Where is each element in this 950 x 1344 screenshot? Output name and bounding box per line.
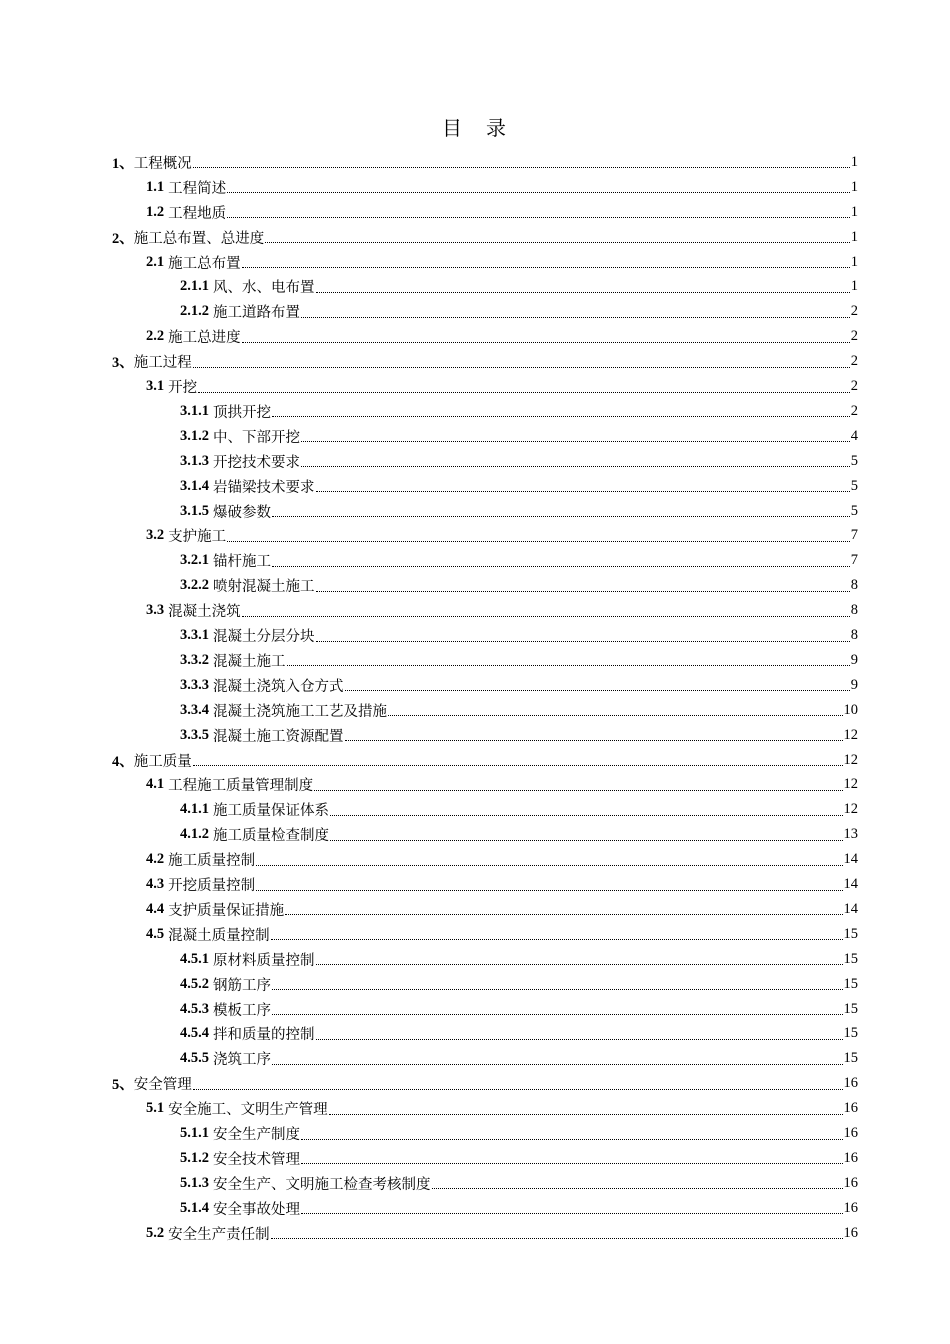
toc-entry[interactable] <box>180 623 858 648</box>
toc-leader-dots <box>330 814 843 816</box>
toc-entry-number: 4.1.1 <box>180 801 209 818</box>
toc-entry-label: 施工总布置 <box>168 255 241 272</box>
toc-leader-dots <box>193 1088 843 1090</box>
toc-entry-label: 喷射混凝土施工 <box>213 579 315 596</box>
toc-entry-label: 工程施工质量管理制度 <box>168 778 314 795</box>
toc-entry-number: 3.3 <box>146 602 165 619</box>
toc-leader-dots <box>272 415 850 417</box>
toc-entry[interactable] <box>146 324 858 349</box>
toc-entry-page: 14 <box>843 851 858 868</box>
toc-entry-label: 安全事故处理 <box>213 1201 300 1218</box>
toc-leader-dots <box>272 565 850 567</box>
toc-entry-label: 开挖技术要求 <box>213 454 300 471</box>
toc-entry[interactable] <box>180 474 858 499</box>
toc-leader-dots <box>314 789 842 791</box>
toc-entry[interactable] <box>112 748 858 773</box>
toc-entry[interactable] <box>180 723 858 748</box>
toc-entry[interactable] <box>180 499 858 524</box>
toc-entry[interactable] <box>146 1221 858 1246</box>
toc-entry-label: 安全生产、文明施工检查考核制度 <box>213 1176 431 1193</box>
toc-leader-dots <box>227 216 850 218</box>
toc-leader-dots <box>316 490 850 492</box>
toc-leader-dots <box>316 590 850 592</box>
toc-leader-dots <box>272 515 850 517</box>
toc-entry-number: 3.1.2 <box>180 427 209 444</box>
toc-entry-number: 4.1 <box>146 776 165 793</box>
toc-leader-dots <box>256 864 842 866</box>
toc-entry-number: 3.3.1 <box>180 627 209 644</box>
toc-entry-label: 施工总进度 <box>168 330 241 347</box>
toc-entry-label: 工程地质 <box>168 205 227 222</box>
toc-leader-dots <box>301 1162 843 1164</box>
toc-leader-dots <box>287 664 850 666</box>
toc-entry-number: 5.1.2 <box>180 1149 209 1166</box>
toc-entry[interactable] <box>146 1096 858 1121</box>
toc-entry[interactable] <box>180 972 858 997</box>
toc-entry-page: 7 <box>850 527 858 544</box>
toc-entry-page: 15 <box>843 950 858 967</box>
toc-entry-page: 5 <box>850 502 858 519</box>
toc-entry-label: 风、水、电布置 <box>213 280 315 297</box>
toc-entry[interactable] <box>112 225 858 250</box>
toc-entry-label: 支护施工 <box>168 529 227 546</box>
toc-entry-page: 12 <box>843 776 858 793</box>
toc-entry-number: 1、 <box>112 155 134 172</box>
toc-entry[interactable] <box>112 1071 858 1096</box>
toc-entry-label: 模板工序 <box>213 1002 271 1019</box>
toc-entry[interactable] <box>146 897 858 922</box>
toc-entry-label: 拌和质量的控制 <box>213 1027 315 1044</box>
toc-leader-dots <box>345 689 850 691</box>
toc-entry-label: 混凝土施工 <box>213 653 286 670</box>
toc-entry-label: 工程概况 <box>133 155 192 172</box>
toc-entry-page: 1 <box>850 228 858 245</box>
toc-entry[interactable] <box>146 175 858 200</box>
toc-entry-label: 混凝土浇筑 <box>168 604 241 621</box>
toc-entry-page: 16 <box>843 1100 858 1117</box>
toc-entry-label: 施工质量保证体系 <box>213 803 329 820</box>
toc-entry-number: 3.1.1 <box>180 402 209 419</box>
toc-entry-page: 15 <box>843 925 858 942</box>
toc-entry-label: 锚杆施工 <box>213 554 271 571</box>
toc-leader-dots <box>272 988 843 990</box>
toc-entry[interactable] <box>180 997 858 1022</box>
toc-entry-number: 3.2.2 <box>180 577 209 594</box>
toc-entry[interactable] <box>180 673 858 698</box>
toc-entry-page: 1 <box>850 278 858 295</box>
toc-entry-label: 开挖质量控制 <box>168 878 256 895</box>
toc-entry[interactable] <box>180 1171 858 1196</box>
toc-entry-label: 爆破参数 <box>213 504 271 521</box>
toc-entry-page: 14 <box>843 876 858 893</box>
toc-entry-page: 2 <box>850 303 858 320</box>
toc-entry-label: 混凝土施工资源配置 <box>213 728 344 745</box>
toc-entry-label: 施工总布置、总进度 <box>133 230 265 247</box>
toc-entry-number: 4.5 <box>146 925 165 942</box>
toc-entry[interactable] <box>180 548 858 573</box>
toc-entry-number: 3、 <box>112 355 134 372</box>
toc-entry[interactable] <box>180 822 858 847</box>
toc-entry-number: 5、 <box>112 1077 134 1094</box>
toc-entry-page: 13 <box>843 826 858 843</box>
toc-entry-page: 2 <box>850 378 858 395</box>
toc-leader-dots <box>301 1138 843 1140</box>
toc-entry-page: 15 <box>843 975 858 992</box>
toc-entry-page: 10 <box>843 701 858 718</box>
toc-entry-label: 混凝土分层分块 <box>213 629 315 646</box>
toc-leader-dots <box>330 839 843 841</box>
toc-entry-page: 14 <box>843 900 858 917</box>
toc-leader-dots <box>301 465 850 467</box>
toc-entry-label: 安全施工、文明生产管理 <box>168 1102 328 1119</box>
toc-entry[interactable] <box>180 698 858 723</box>
toc-entry-page: 2 <box>850 328 858 345</box>
toc-entry-number: 1.2 <box>146 203 165 220</box>
toc-entry-page: 16 <box>843 1075 858 1092</box>
toc-entry-label: 混凝土浇筑施工工艺及措施 <box>213 703 387 720</box>
toc-entry-label: 支护质量保证措施 <box>168 902 285 919</box>
toc-entry-page: 2 <box>850 353 858 370</box>
toc-entry[interactable] <box>180 1196 858 1221</box>
toc-entry-page: 9 <box>850 676 858 693</box>
toc-entry-number: 3.3.5 <box>180 726 209 743</box>
toc-leader-dots <box>345 739 843 741</box>
toc-entry-page: 1 <box>850 253 858 270</box>
toc-entry[interactable] <box>180 1022 858 1047</box>
toc-entry-label: 施工质量 <box>133 753 192 770</box>
toc-entry-label: 施工质量检查制度 <box>213 828 329 845</box>
toc-title: 目 录 <box>442 116 508 140</box>
toc-entry-label: 施工道路布置 <box>213 305 300 322</box>
toc-entry[interactable] <box>180 399 858 424</box>
toc-entry-number: 5.1 <box>146 1100 165 1117</box>
toc-entry-number: 2.1.2 <box>180 303 209 320</box>
toc-entry-number: 3.1.4 <box>180 477 209 494</box>
toc-leader-dots <box>227 540 850 542</box>
toc-leader-dots <box>316 640 850 642</box>
toc-entry-label: 施工质量控制 <box>168 853 256 870</box>
toc-entry-label: 安全技术管理 <box>213 1151 300 1168</box>
toc-leader-dots <box>271 1237 843 1239</box>
toc-leader-dots <box>193 366 850 368</box>
toc-entry[interactable] <box>180 1146 858 1171</box>
toc-entry-number: 3.3.4 <box>180 701 209 718</box>
toc-entry-label: 安全生产制度 <box>213 1127 300 1144</box>
toc-entry-page: 12 <box>843 801 858 818</box>
toc-entry-number: 5.1.3 <box>180 1174 209 1191</box>
toc-entry-number: 4、 <box>112 753 134 770</box>
toc-entry-number: 2.1 <box>146 253 165 270</box>
toc-entry-page: 12 <box>843 726 858 743</box>
toc-entry[interactable] <box>146 773 858 798</box>
toc-entry-page: 15 <box>843 1025 858 1042</box>
toc-leader-dots <box>432 1187 843 1189</box>
toc-entry-number: 1.1 <box>146 178 165 195</box>
toc-entry-number: 4.1.2 <box>180 826 209 843</box>
toc-entry-number: 3.3.2 <box>180 651 209 668</box>
toc-entry-page: 2 <box>850 402 858 419</box>
toc-entry-number: 5.1.1 <box>180 1125 209 1142</box>
toc-entry-number: 2.2 <box>146 328 165 345</box>
toc-entry-number: 4.4 <box>146 900 165 917</box>
toc-entry-number: 3.3.3 <box>180 676 209 693</box>
toc-entry-label: 安全管理 <box>133 1077 192 1094</box>
toc-entry[interactable] <box>112 349 858 374</box>
toc-entry-page: 16 <box>843 1199 858 1216</box>
toc-entry-page: 16 <box>843 1149 858 1166</box>
toc-entry-number: 4.3 <box>146 876 165 893</box>
toc-entry-number: 4.2 <box>146 851 165 868</box>
toc-entry-page: 1 <box>850 153 858 170</box>
toc-leader-dots <box>256 889 842 891</box>
toc-entry[interactable] <box>146 872 858 897</box>
toc-entry-page: 5 <box>850 452 858 469</box>
toc-entry-page: 15 <box>843 1000 858 1017</box>
toc-entry[interactable] <box>180 1121 858 1146</box>
toc-leader-dots <box>272 1013 843 1015</box>
toc-entry[interactable] <box>146 524 858 549</box>
toc-entry[interactable] <box>180 449 858 474</box>
toc-entry-label: 施工过程 <box>133 355 192 372</box>
toc-entry-label: 岩锚梁技术要求 <box>213 479 315 496</box>
toc-entry-number: 4.5.1 <box>180 950 209 967</box>
toc-entry[interactable] <box>180 573 858 598</box>
toc-entry-label: 中、下部开挖 <box>213 429 300 446</box>
toc-entry-number: 3.2 <box>146 527 165 544</box>
toc-entry-page: 5 <box>850 477 858 494</box>
toc-leader-dots <box>301 440 850 442</box>
toc-entry-label: 浇筑工序 <box>213 1052 271 1069</box>
toc-entry[interactable] <box>180 275 858 300</box>
toc-entry[interactable] <box>180 797 858 822</box>
toc-entry-label: 顶拱开挖 <box>213 404 271 421</box>
toc-entry-number: 2.1.1 <box>180 278 209 295</box>
toc-leader-dots <box>193 166 850 168</box>
toc-entry[interactable] <box>146 922 858 947</box>
toc-entry-number: 3.1.3 <box>180 452 209 469</box>
toc-entry-number: 3.1 <box>146 378 165 395</box>
toc-leader-dots <box>193 764 843 766</box>
toc-leader-dots <box>265 241 850 243</box>
toc-entry-page: 15 <box>843 1050 858 1067</box>
toc-entry-page: 16 <box>843 1174 858 1191</box>
toc-entry[interactable] <box>180 1046 858 1071</box>
toc-leader-dots <box>242 341 850 343</box>
toc-entry[interactable] <box>180 299 858 324</box>
toc-leader-dots <box>388 714 843 716</box>
toc-entry-page: 7 <box>850 552 858 569</box>
toc-entry-number: 4.5.3 <box>180 1000 209 1017</box>
toc-entry-page: 16 <box>843 1125 858 1142</box>
toc-entry-label: 混凝土质量控制 <box>168 927 270 944</box>
toc-entry[interactable] <box>180 947 858 972</box>
toc-entry-label: 原材料质量控制 <box>213 952 315 969</box>
toc-entry-number: 4.5.4 <box>180 1025 209 1042</box>
toc-entry-number: 2、 <box>112 230 134 247</box>
toc-entry-page: 16 <box>843 1224 858 1241</box>
toc-entry-page: 1 <box>850 178 858 195</box>
toc-entry-number: 5.2 <box>146 1224 165 1241</box>
toc-entry-page: 9 <box>850 651 858 668</box>
toc-entry-page: 4 <box>850 427 858 444</box>
toc-leader-dots <box>198 391 850 393</box>
toc-leader-dots <box>271 938 843 940</box>
toc-entry-page: 8 <box>850 577 858 594</box>
toc-entry-label: 安全生产责任制 <box>168 1226 270 1243</box>
toc-entry[interactable] <box>146 374 858 399</box>
toc-leader-dots <box>227 191 850 193</box>
toc-entry-label: 开挖 <box>168 380 198 397</box>
toc-leader-dots <box>285 913 842 915</box>
toc-leader-dots <box>301 316 850 318</box>
toc-leader-dots <box>316 963 843 965</box>
toc-entry[interactable] <box>146 250 858 275</box>
toc-entry[interactable] <box>112 150 858 175</box>
toc-leader-dots <box>242 615 850 617</box>
toc-entry-label: 工程简述 <box>168 180 227 197</box>
toc-leader-dots <box>272 1063 843 1065</box>
toc-leader-dots <box>316 291 850 293</box>
toc-entry-number: 3.1.5 <box>180 502 209 519</box>
toc-entry-number: 4.5.5 <box>180 1050 209 1067</box>
toc-leader-dots <box>316 1038 843 1040</box>
toc-entry[interactable] <box>180 648 858 673</box>
toc-entry-page: 8 <box>850 627 858 644</box>
toc-entry-number: 5.1.4 <box>180 1199 209 1216</box>
toc-leader-dots <box>301 1212 843 1214</box>
toc-entry-label: 钢筋工序 <box>213 977 271 994</box>
toc-entry[interactable] <box>146 598 858 623</box>
toc-entry-page: 1 <box>850 203 858 220</box>
toc-entry[interactable] <box>180 424 858 449</box>
toc-entry[interactable] <box>146 847 858 872</box>
toc-entry-page: 12 <box>843 751 858 768</box>
toc-leader-dots <box>329 1113 843 1115</box>
toc-leader-dots <box>242 266 850 268</box>
toc-entry[interactable] <box>146 200 858 225</box>
toc-entry-number: 4.5.2 <box>180 975 209 992</box>
toc-entry-label: 混凝土浇筑入仓方式 <box>213 678 344 695</box>
toc-entry-number: 3.2.1 <box>180 552 209 569</box>
toc-entry-page: 8 <box>850 602 858 619</box>
